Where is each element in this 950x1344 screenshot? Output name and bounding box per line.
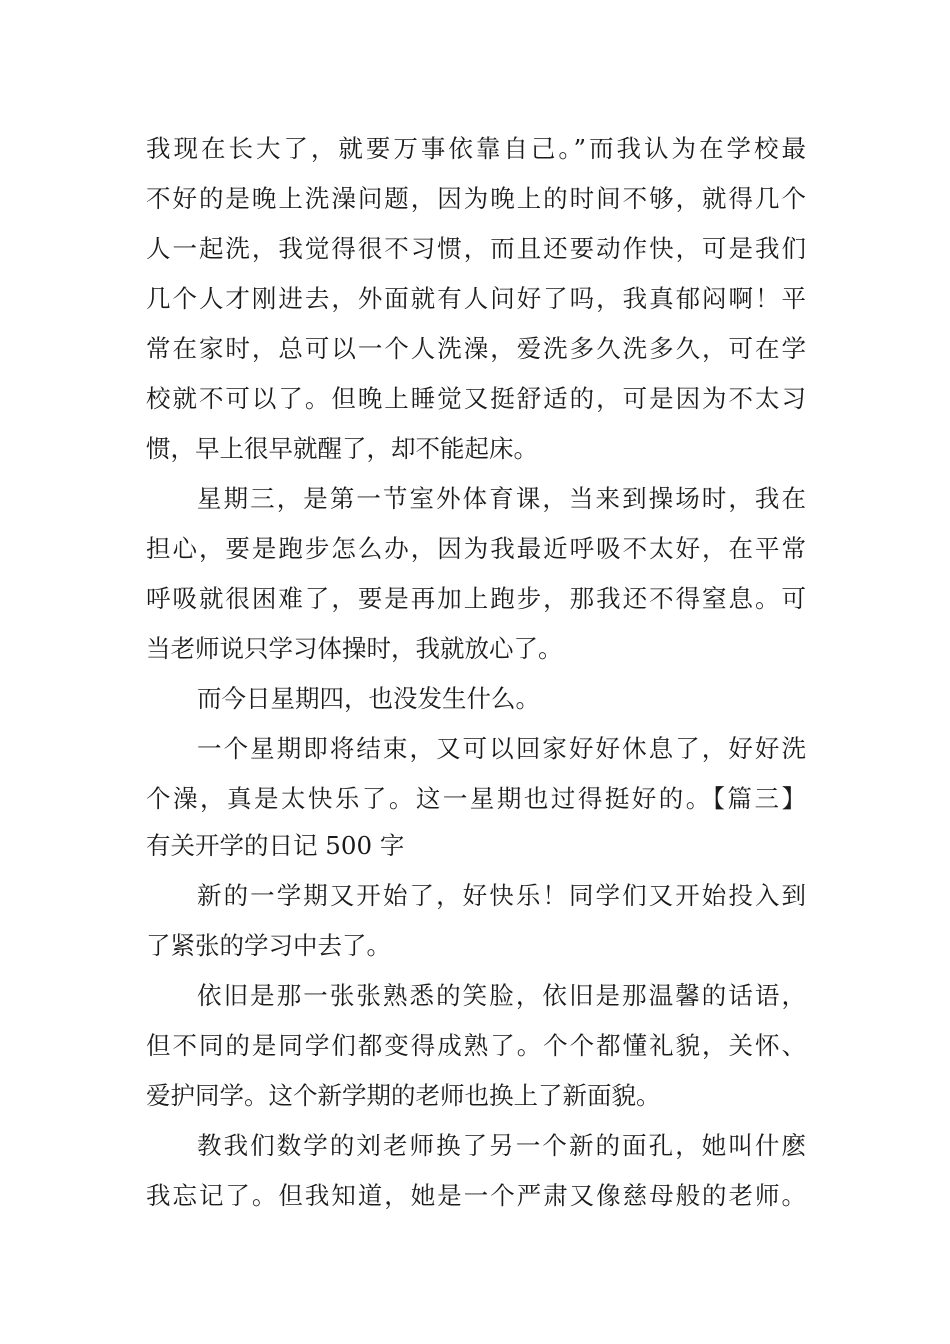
text-line: 当老师说只学习体操时，我就放心了。 — [146, 634, 563, 663]
text-line: 星期三，是第一节室外体育课，当来到操场时，我在 — [197, 484, 806, 513]
text-line: 校就不可以了。但晚上睡觉又挺舒适的，可是因为不太习 — [146, 384, 806, 413]
text-line: 人一起洗，我觉得很不习惯，而且还要动作快，可是我们 — [146, 234, 806, 263]
text-line: 不好的是晚上洗澡问题，因为晚上的时间不够，就得几个 — [146, 184, 806, 213]
text-line: 一个星期即将结束，又可以回家好好休息了，好好洗 — [197, 734, 806, 763]
section-heading: 有关开学的日记 500 字 — [146, 831, 405, 860]
text-line: 几个人才刚进去，外面就有人问好了吗，我真郁闷啊！平 — [146, 284, 806, 313]
text-line: 而今日星期四，也没发生什么。 — [197, 684, 540, 713]
text-line: 教我们数学的刘老师换了另一个新的面孔，她叫什麽 — [197, 1131, 806, 1160]
text-line: 了紧张的学习中去了。 — [146, 931, 391, 960]
text-line: 依旧是那一张张熟悉的笑脸，依旧是那温馨的话语， — [197, 981, 806, 1010]
text-line: 常在家时，总可以一个人洗澡，爱洗多久洗多久，可在学 — [146, 334, 806, 363]
text-line: 我现在长大了，就要万事依靠自己。”而我认为在学校最 — [146, 134, 806, 163]
text-line: 新的一学期又开始了，好快乐！同学们又开始投入到 — [197, 881, 806, 910]
text-line: 个澡，真是太快乐了。这一星期也过得挺好的。【篇三】 — [146, 784, 806, 813]
text-line: 爱护同学。这个新学期的老师也换上了新面貌。 — [146, 1081, 661, 1110]
text-line: 我忘记了。但我知道，她是一个严肃又像慈母般的老师。 — [146, 1181, 806, 1210]
text-line: 担心，要是跑步怎么办，因为我最近呼吸不太好，在平常 — [146, 534, 806, 563]
text-line: 呼吸就很困难了，要是再加上跑步，那我还不得窒息。可 — [146, 584, 806, 613]
text-line: 但不同的是同学们都变得成熟了。个个都懂礼貌，关怀、 — [146, 1031, 806, 1060]
text-line: 惯，早上很早就醒了，却不能起床。 — [146, 434, 538, 463]
